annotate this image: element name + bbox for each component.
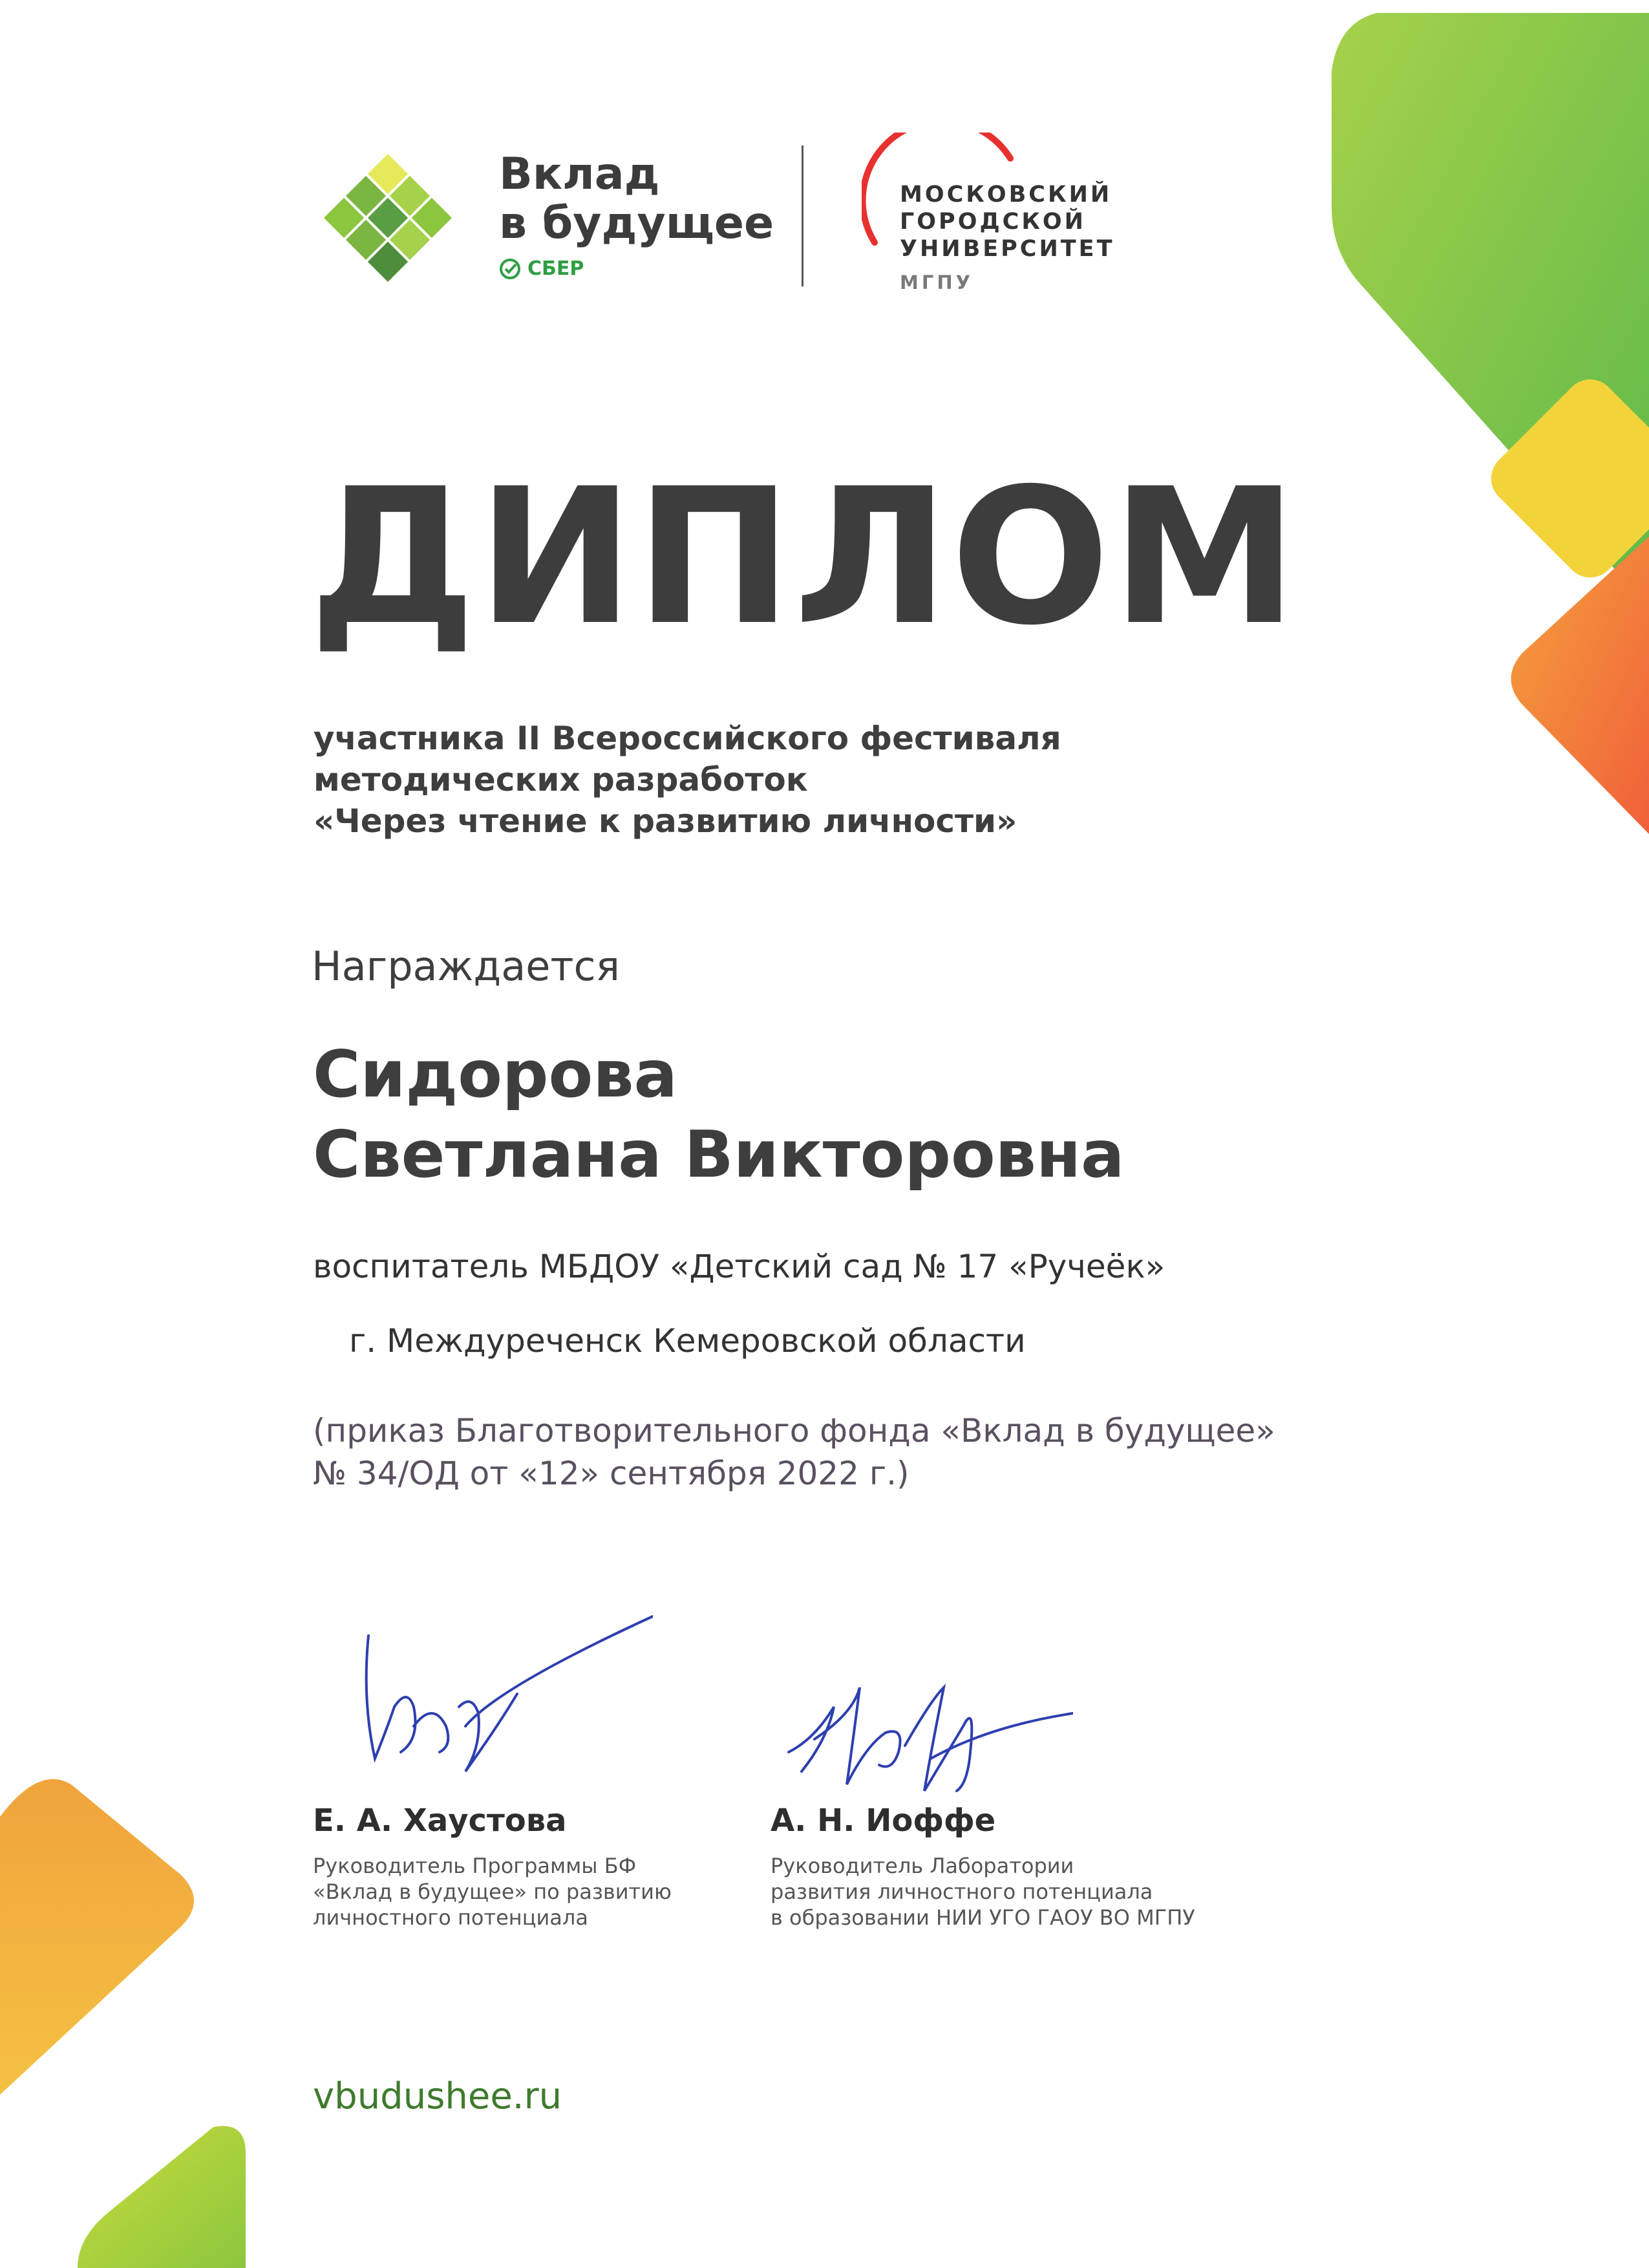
right-orange-shape	[1511, 537, 1649, 834]
signatory-1-role	[313, 1853, 672, 1931]
signatory-2-role-line1: Руководитель Лаборатории	[771, 1854, 1074, 1878]
signatory-1-role-line3: личностного потенциала	[313, 1905, 588, 1930]
subtitle-line1: участника II Всероссийского фестиваля	[314, 720, 1061, 757]
order-line1: (приказ Благотворительного фонда «Вклад в будущее»	[313, 1412, 1275, 1450]
mgpu-line1: МОСКОВСКИЙ	[900, 182, 1112, 208]
signatory-2-role-line2: развития личностного потенциала	[771, 1879, 1153, 1904]
vklad-name-line2: в будущее	[499, 198, 774, 249]
signatory-1-name: Е. А. Хаустова	[313, 1803, 567, 1839]
signature-2-icon	[776, 1662, 1073, 1817]
sber-label: СБЕР	[527, 257, 584, 280]
signatory-1-role-line2: «Вклад в будущее» по развитию	[313, 1879, 672, 1904]
website-link[interactable]: vbudushee.ru	[313, 2075, 562, 2117]
sber-check-icon	[499, 258, 521, 280]
signature-1-icon	[349, 1597, 653, 1791]
diploma-title: ДИПЛОМ	[309, 449, 1299, 667]
awarded-label: Награждается	[312, 943, 620, 990]
mgpu-line3: УНИВЕРСИТЕТ	[900, 236, 1115, 262]
mgpu-abbr: МГПУ	[900, 272, 973, 294]
mgpu-logo-text	[900, 181, 1114, 262]
subtitle-line2: методических разработок	[314, 761, 808, 798]
mgpu-line2: ГОРОДСКОЙ	[900, 209, 1086, 235]
order-reference	[313, 1409, 1275, 1495]
signatory-2-name: А. Н. Иоффе	[771, 1803, 996, 1839]
order-line2: № 34/ОД от «12» сентября 2022 г.)	[313, 1455, 910, 1492]
recipient-given-names: Светлана Викторовна	[313, 1117, 1125, 1192]
recipient-position: воспитатель МБДОУ «Детский сад № 17 «Ручеёк»	[313, 1248, 1165, 1285]
bottom-left-orange-shape	[0, 1779, 194, 2095]
diploma-subtitle	[314, 718, 1061, 842]
signatory-2-role	[771, 1853, 1195, 1931]
bottom-left-green-shape	[78, 2126, 246, 2268]
recipient-name	[313, 1034, 1125, 1195]
recipient-city: г. Междуреченск Кемеровской области	[349, 1322, 1026, 1360]
logo-divider	[802, 145, 803, 286]
vklad-logo-text	[499, 150, 774, 248]
signatory-2-role-line3: в образовании НИИ УГО ГАОУ ВО МГПУ	[771, 1905, 1195, 1930]
sber-logo	[499, 257, 584, 280]
vklad-name-line1: Вклад	[499, 149, 660, 200]
signatory-1-role-line1: Руководитель Программы БФ	[313, 1854, 637, 1878]
recipient-surname: Сидорова	[313, 1036, 677, 1112]
subtitle-line3: «Через чтение к развитию личности»	[314, 802, 1017, 840]
vklad-logo-icon	[310, 147, 465, 290]
